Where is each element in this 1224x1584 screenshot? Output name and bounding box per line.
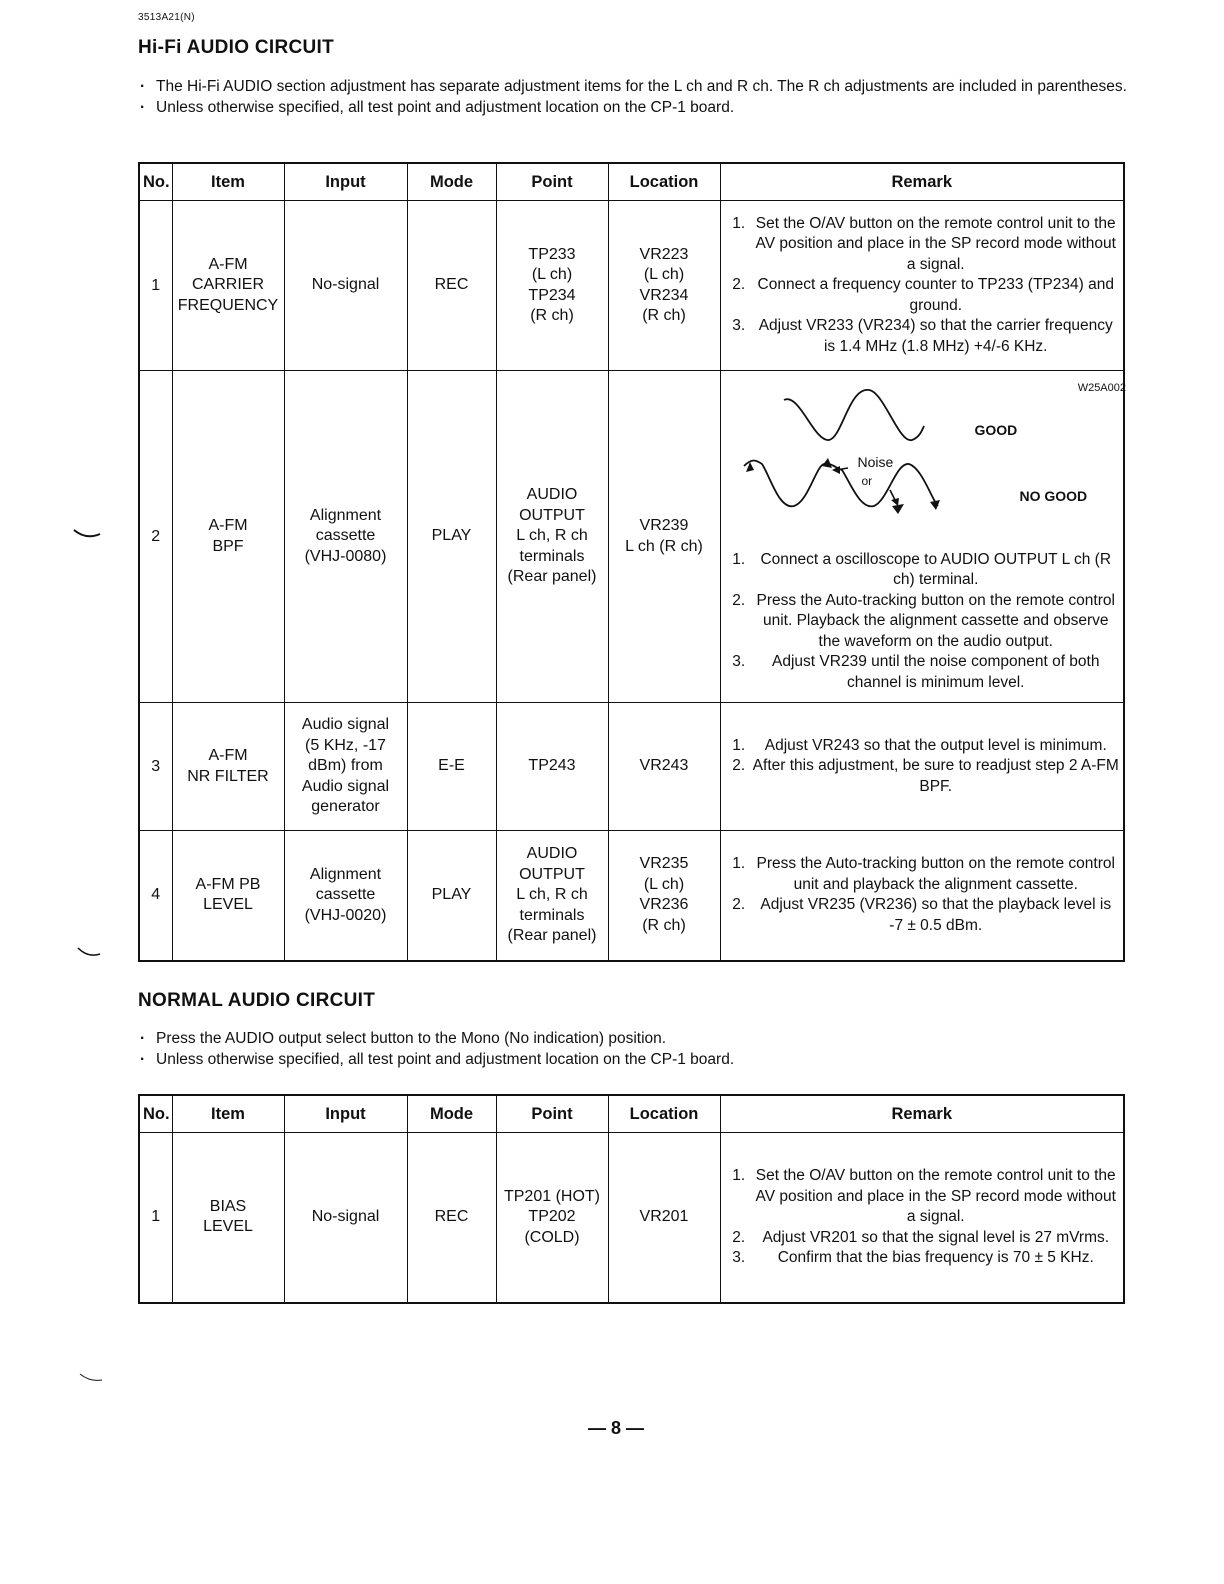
remark-step: 1. Set the O/AV button on the remote control unit to the AV position and place in the SP record mode without a signal.: [750, 1166, 1121, 1228]
noise-mark: [930, 500, 940, 510]
cell-no: 2: [139, 371, 172, 703]
col-header-location: Location: [608, 1095, 720, 1133]
remark-step: 2. Connect a frequency counter to TP233 (TP234) and ground.: [750, 275, 1121, 316]
cell-location: VR243: [608, 703, 720, 831]
hifi-adjustment-table: [138, 162, 1125, 962]
cell-remark: [720, 1133, 1124, 1303]
section-title-normal: NORMAL AUDIO CIRCUIT: [138, 990, 376, 1011]
binding-mark: [72, 528, 102, 542]
cell-input: Alignment cassette (VHJ-0080): [284, 371, 407, 703]
remark-steps: [724, 736, 1121, 798]
good-label: GOOD: [974, 421, 1018, 438]
remark-step: 1. Press the Auto-tracking button on the remote control unit and playback the alignment cassette.: [750, 854, 1121, 895]
good-waveform: [784, 390, 924, 440]
binding-mark: [78, 1372, 104, 1384]
col-header-no: No.: [139, 163, 172, 201]
remark-steps: [724, 214, 1121, 358]
cell-mode: REC: [407, 1133, 496, 1303]
table-row: [139, 831, 1124, 961]
cell-remark: [720, 201, 1124, 371]
col-header-input: Input: [284, 1095, 407, 1133]
cell-mode: REC: [407, 201, 496, 371]
remark-step: 2. Adjust VR201 so that the signal level is 27 mVrms.: [750, 1228, 1121, 1249]
cell-input: Alignment cassette (VHJ-0020): [284, 831, 407, 961]
cell-point: TP243: [496, 703, 608, 831]
cell-item: A-FM CARRIER FREQUENCY: [172, 201, 284, 371]
table-row: [139, 371, 1124, 703]
binding-mark: [76, 946, 102, 960]
hifi-note: · The Hi-Fi AUDIO section adjustment has separate adjustment items for the L ch and R ch. The R ch adjustments are included in parentheses.: [138, 76, 1128, 97]
cell-no: 4: [139, 831, 172, 961]
cell-mode: E-E: [407, 703, 496, 831]
col-header-remark: Remark: [720, 163, 1124, 201]
cell-item: A-FM PB LEVEL: [172, 831, 284, 961]
cell-point: TP233 (L ch) TP234 (R ch): [496, 201, 608, 371]
col-header-input: Input: [284, 163, 407, 201]
remark-step: 3. Confirm that the bias frequency is 70 ± 5 KHz.: [750, 1248, 1121, 1269]
remark-step: 2. Adjust VR235 (VR236) so that the playback level is -7 ± 0.5 dBm.: [750, 895, 1121, 936]
col-header-point: Point: [496, 1095, 608, 1133]
cell-item: BIAS LEVEL: [172, 1133, 284, 1303]
cell-mode: PLAY: [407, 371, 496, 703]
cell-remark: [720, 703, 1124, 831]
remark-steps: [724, 1166, 1121, 1269]
normal-note: · Press the AUDIO output select button to the Mono (No indication) position.: [138, 1028, 1128, 1049]
waveform-diagram: [724, 382, 1104, 550]
cell-point: AUDIO OUTPUT L ch, R ch terminals (Rear panel): [496, 831, 608, 961]
col-header-item: Item: [172, 163, 284, 201]
figure-code: W25A002: [1077, 381, 1126, 394]
table-row: [139, 201, 1124, 371]
normal-adjustment-table: [138, 1094, 1125, 1304]
cell-remark: [720, 831, 1124, 961]
cell-input: No-signal: [284, 1133, 407, 1303]
cell-point: TP201 (HOT) TP202 (COLD): [496, 1133, 608, 1303]
remark-step: 3. Adjust VR233 (VR234) so that the carrier frequency is 1.4 MHz (1.8 MHz) +4/-6 KHz.: [750, 316, 1121, 357]
table-header-row: [139, 163, 1124, 201]
cell-no: 3: [139, 703, 172, 831]
page-number: — 8 —: [588, 1418, 645, 1438]
document-id: 3513A21(N): [138, 12, 195, 23]
table-row: [139, 1133, 1124, 1303]
or-label: or: [861, 473, 873, 488]
waveform-figure: [724, 381, 1126, 550]
cell-remark: [720, 371, 1124, 703]
cell-location: VR239 L ch (R ch): [608, 371, 720, 703]
remark-step: 1. Connect a oscilloscope to AUDIO OUTPUT L ch (R ch) terminal.: [750, 550, 1121, 591]
cell-input: Audio signal (5 KHz, -17 dBm) from Audio signal generator: [284, 703, 407, 831]
remark-step: 1. Set the O/AV button on the remote control unit to the AV position and place in the SP record mode without a signal.: [750, 214, 1121, 276]
remark-step: 3. Adjust VR239 until the noise component of both channel is minimum level.: [750, 652, 1121, 693]
normal-note: · Unless otherwise specified, all test point and adjustment location on the CP-1 board.: [138, 1049, 1128, 1070]
cell-location: VR201: [608, 1133, 720, 1303]
remark-steps: [724, 550, 1121, 694]
remark-step: 1. Adjust VR243 so that the output level is minimum.: [750, 736, 1121, 757]
hifi-note: · Unless otherwise specified, all test point and adjustment location on the CP-1 board.: [138, 97, 1128, 118]
col-header-item: Item: [172, 1095, 284, 1133]
nogood-waveform: [744, 460, 938, 506]
remark-steps: [724, 854, 1121, 936]
normal-notes: [138, 1028, 1128, 1070]
cell-item: A-FM BPF: [172, 371, 284, 703]
cell-location: VR223 (L ch) VR234 (R ch): [608, 201, 720, 371]
cell-location: VR235 (L ch) VR236 (R ch): [608, 831, 720, 961]
cell-point: AUDIO OUTPUT L ch, R ch terminals (Rear panel): [496, 371, 608, 703]
arrow-head: [891, 498, 899, 506]
col-header-location: Location: [608, 163, 720, 201]
hifi-notes: [138, 76, 1128, 118]
cell-item: A-FM NR FILTER: [172, 703, 284, 831]
col-header-mode: Mode: [407, 1095, 496, 1133]
col-header-remark: Remark: [720, 1095, 1124, 1133]
table-row: [139, 703, 1124, 831]
cell-no: 1: [139, 1133, 172, 1303]
cell-input: No-signal: [284, 201, 407, 371]
section-title-hifi: Hi-Fi AUDIO CIRCUIT: [138, 37, 335, 58]
col-header-no: No.: [139, 1095, 172, 1133]
remark-step: 2. Press the Auto-tracking button on the remote control unit. Playback the alignment cassette and observe the waveform on the audio output.: [750, 591, 1121, 653]
col-header-point: Point: [496, 163, 608, 201]
table-header-row: [139, 1095, 1124, 1133]
noise-mark: [822, 458, 832, 468]
cell-no: 1: [139, 201, 172, 371]
noise-label: Noise: [857, 453, 894, 470]
cell-mode: PLAY: [407, 831, 496, 961]
col-header-mode: Mode: [407, 163, 496, 201]
nogood-label: NO GOOD: [1019, 487, 1088, 504]
remark-step: 2. After this adjustment, be sure to readjust step 2 A-FM BPF.: [750, 756, 1121, 797]
